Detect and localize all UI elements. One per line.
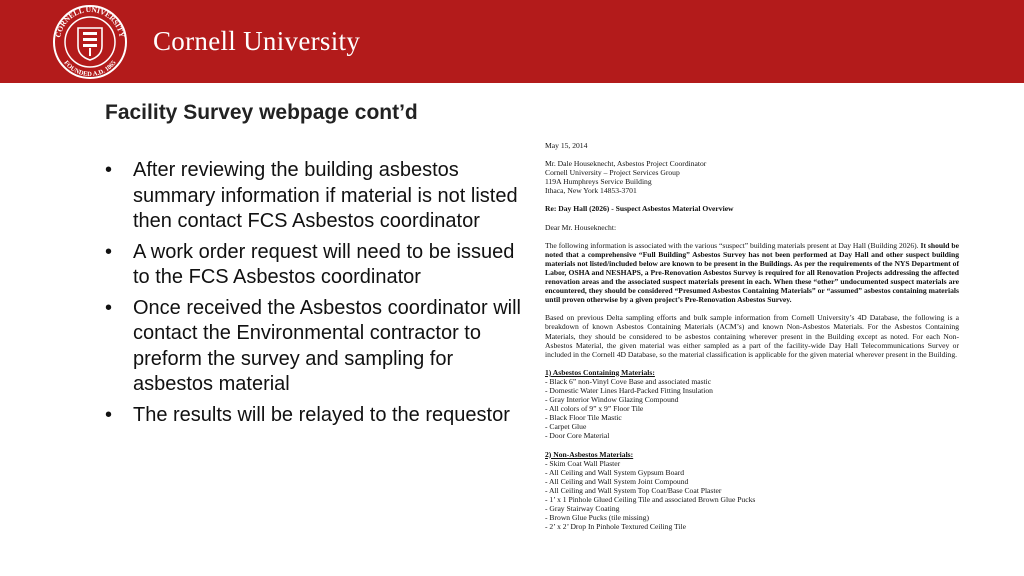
letter-re-line: Re: Day Hall (2026) - Suspect Asbestos Material Overview — [545, 204, 734, 214]
bullet-marker: • — [105, 296, 113, 319]
bullet-marker: • — [105, 240, 113, 263]
bullet-item — [105, 296, 525, 398]
letter-address-line: Cornell University – Project Services Group — [545, 168, 680, 178]
bullet-text: The results will be relayed to the requestor — [133, 403, 510, 426]
section-1-item: - Domestic Water Lines Hard-Packed Fitting Insulation — [545, 385, 713, 395]
letter-paragraph-1 — [545, 241, 959, 305]
bullet-text: A work order request will need to be issued to the FCS Asbestos coordinator — [133, 240, 515, 288]
bullet-list — [105, 158, 525, 433]
bullet-item — [105, 240, 525, 291]
bullet-marker: • — [105, 403, 113, 426]
section-2-item: - Skim Coat Wall Plaster — [545, 458, 621, 468]
seal-text-bottom: FOUNDED A.D. 1865 — [62, 59, 118, 79]
letter-date: May 15, 2014 — [545, 141, 588, 150]
section-2-item: - All Ceiling and Wall System Joint Compound — [545, 476, 689, 486]
section-1-item: - Gray Interior Window Glazing Compound — [545, 395, 679, 405]
seal-text-top: CORNELL UNIVERSITY — [53, 4, 127, 39]
letter-image — [545, 141, 959, 531]
section-1-item: - Black 6” non-Vinyl Cove Base and associated mastic — [545, 376, 712, 386]
section-1-item: - Black Floor Tile Mastic — [545, 413, 622, 423]
section-2-item: - Brown Glue Pucks (tile missing) — [545, 513, 649, 523]
letter-salutation: Dear Mr. Houseknecht: — [545, 222, 617, 232]
section-2-item: - All Ceiling and Wall System Gypsum Board — [545, 467, 685, 477]
bullet-marker: • — [105, 159, 113, 181]
letter-address-line: 119A Humphreys Service Building — [545, 177, 652, 187]
section-2-item: - 2’ x 2’ Drop In Pinhole Textured Ceiling Tile — [545, 522, 686, 532]
svg-text:FOUNDED A.D. 1865 — [62, 59, 118, 78]
section-2-item: - All Ceiling and Wall System Top Coat/Base Coat Plaster — [545, 485, 722, 495]
bullet-text: After reviewing the building asbestos summary information if material is not listed then contact FCS Asbestos coordinator — [133, 159, 518, 232]
section-2-heading: 2) Non-Asbestos Materials: — [545, 449, 634, 459]
cornell-seal-logo — [44, 4, 136, 80]
section-1-item: - Carpet Glue — [545, 422, 587, 432]
bullet-item — [105, 403, 525, 429]
header-bar — [0, 0, 1024, 83]
slide-title: Facility Survey webpage cont’d — [105, 101, 418, 124]
bullet-text: Once received the Asbestos coordinator will contact the Environmental contractor to preform the survey and sampling for asbestos material — [133, 296, 521, 395]
section-2-item: - 1’ x 1 Pinhole Glued Ceiling Tile and associated Brown Glue Pucks — [545, 495, 756, 504]
letter-address-line: Mr. Dale Houseknecht, Asbestos Project Coordinator — [545, 159, 707, 169]
section-1-heading: 1) Asbestos Containing Materials: — [545, 367, 655, 377]
letter-paragraph-2: Based on previous Delta sampling efforts and bulk sample information from Cornell University’s 4D Database, the following is a breakdown of known Asbestos Containing Materials (ACM’s) and known Non-Asbestos Materials. For the Asbestos Containing Materials, they should be considered to be asbestos containing wherever present in the Building except as noted. For each Non-Asbestos Material, the given material was either sampled as a part of the facility-wide Day Hall Telecommunications Survey or included in the Cornell 4D Database, so the material classification is applicable for the given material wherever present in the Building. — [545, 313, 959, 359]
section-2-item: - Gray Stairway Coating — [545, 504, 620, 514]
bullet-item — [105, 158, 525, 235]
letter-paragraph-1-intro: The following information is associated with the various “suspect” building materials present at Day Hall (Building 2026). — [545, 240, 921, 250]
letter-address-line: Ithaca, New York 14853-3701 — [545, 186, 637, 196]
section-1-item: - All colors of 9” x 9” Floor Tile — [545, 404, 644, 414]
section-1-item: - Door Core Material — [545, 431, 610, 441]
university-wordmark: Cornell University — [153, 26, 361, 56]
letter-paragraph-1-bold: It should be noted that a comprehensive “Full Building” Asbestos Survey has not been performed at Day Hall and other suspect building materials not listed/included below are known to be present in the Buildings. As per the requirements of the NYS Department of Labor, OSHA and NESHAPS, a Pre-Renovation Asbestos Survey is required for all Renovation Projects addressing the affected renovation areas and the associated suspect materials present in each. When these “other” undocumented suspect materials are encountered, they should be considered “Presumed Asbestos Containing Materials” or “assumed” asbestos containing materials until proven otherwise by a given project’s Pre-Renovation Asbestos Survey. — [545, 240, 959, 305]
